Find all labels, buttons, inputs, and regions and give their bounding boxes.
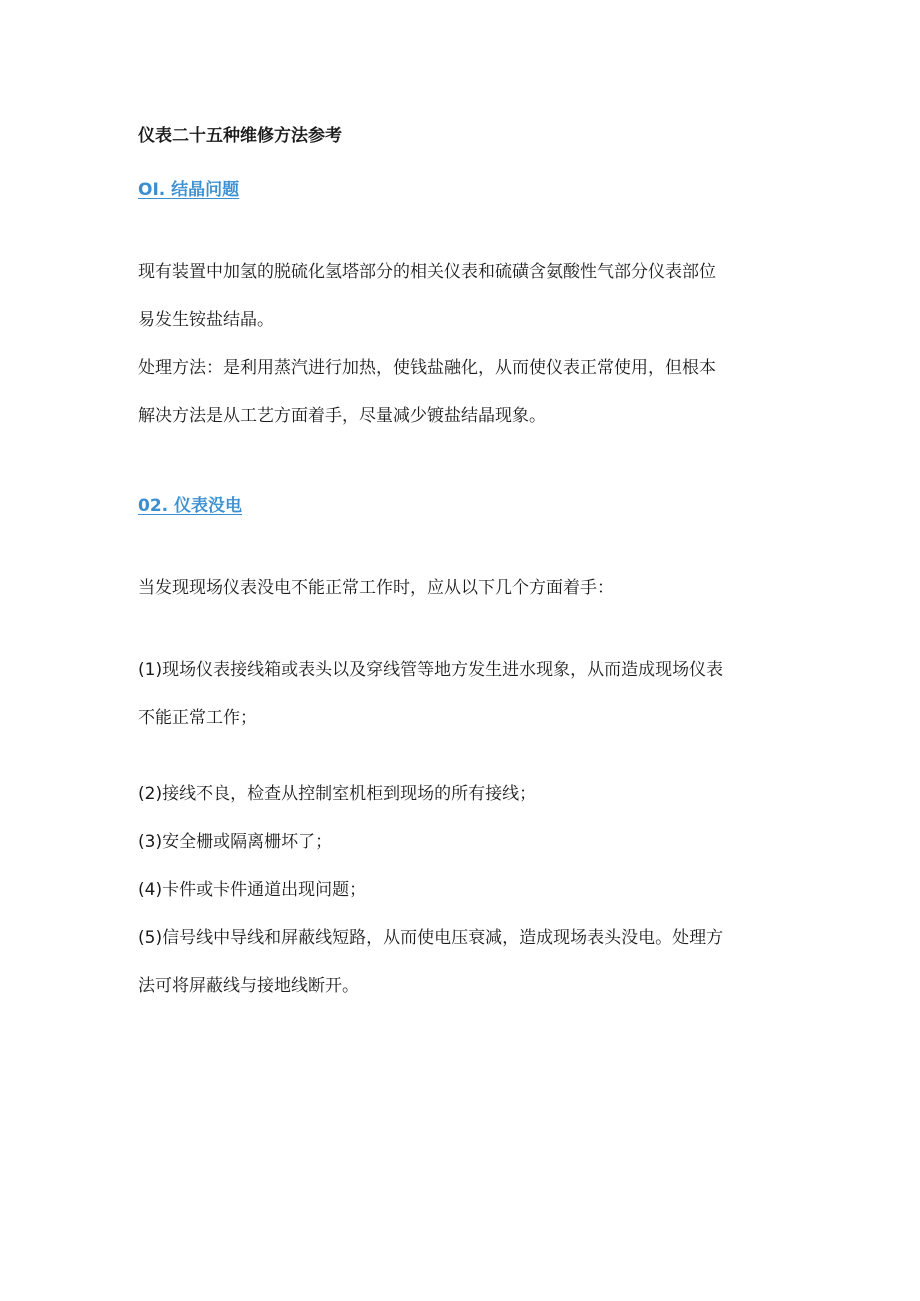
- section-heading-no-power[interactable]: 02. 仪表没电: [138, 496, 243, 516]
- list-item: (3)安全栅或隔离栅坏了；: [138, 832, 333, 852]
- list-item-continuation: 法可将屏蔽线与接地线断开。: [138, 976, 359, 996]
- paragraph-line: 现有装置中加氢的脱硫化氢塔部分的相关仪表和硫磺含氨酸性气部分仪表部位: [138, 262, 716, 282]
- list-item: (4)卡件或卡件通道出现问题；: [138, 880, 367, 900]
- list-item-continuation: 不能正常工作；: [138, 708, 257, 728]
- paragraph-line: 当发现现场仪表没电不能正常工作时，应从以下几个方面着手：: [138, 578, 614, 598]
- paragraph-line: 解决方法是从工艺方面着手，尽量减少镀盐结晶现象。: [138, 406, 546, 426]
- list-item: (5)信号线中导线和屏蔽线短路，从而使电压衰减，造成现场表头没电。处理方: [138, 928, 724, 948]
- paragraph-line: 易发生铵盐结晶。: [138, 310, 274, 330]
- paragraph-line: 处理方法：是利用蒸汽进行加热，使钱盐融化，从而使仪表正常使用，但根本: [138, 358, 716, 378]
- document-title: 仪表二十五种维修方法参考: [138, 126, 342, 146]
- section-heading-crystallization[interactable]: OI. 结晶问题: [138, 180, 240, 200]
- list-item: (2)接线不良，检查从控制室机柜到现场的所有接线；: [138, 784, 537, 804]
- list-item: (1)现场仪表接线箱或表头以及穿线管等地方发生进水现象，从而造成现场仪表: [138, 660, 724, 680]
